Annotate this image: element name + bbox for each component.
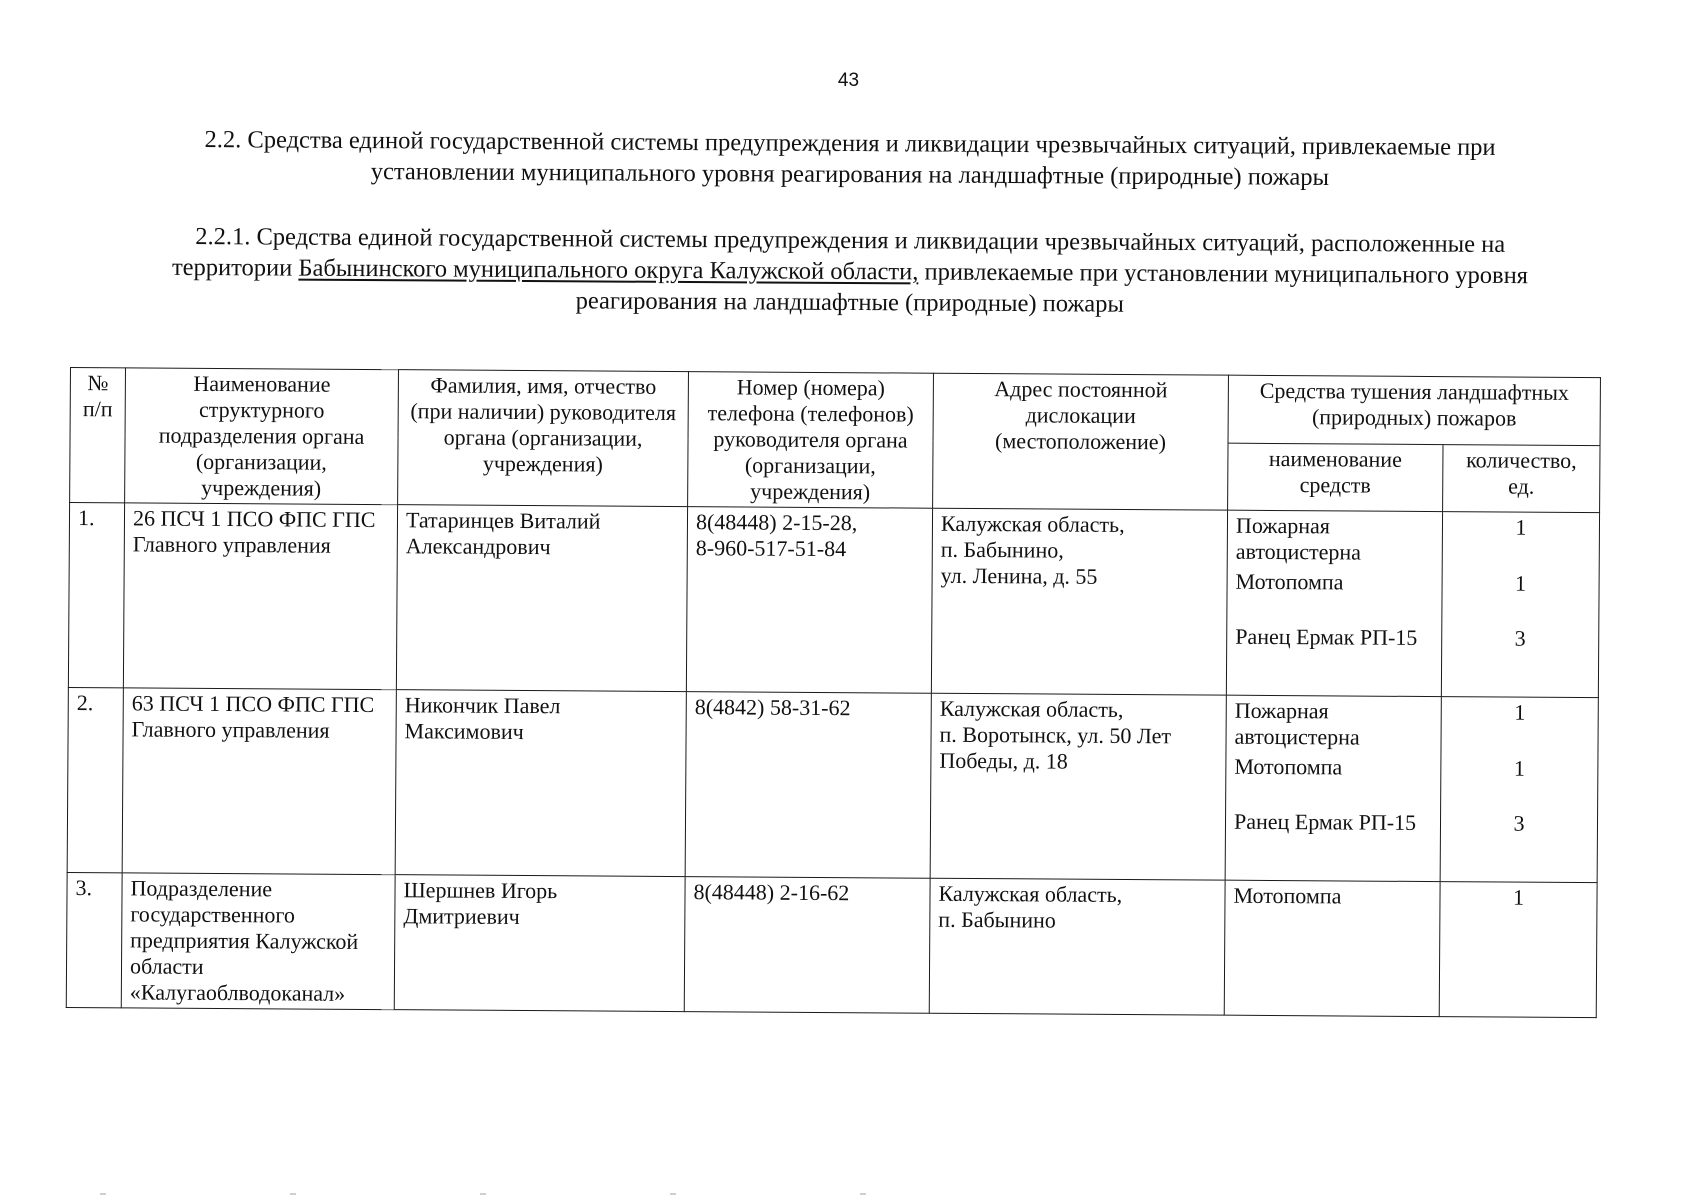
means-name: Мотопомпа [1234,753,1343,780]
means-qty: 1 [1515,570,1527,596]
subsection-heading-line-1: 2.2.1. Средства единой государственной системы предупреждения и ликвидации чрезвычайных ситуаций, расположенные на [195,222,1506,259]
row-means-qty [1440,697,1598,883]
resources-table [66,367,1601,1018]
header-means: Средства тушения ландшафтных (природных) пожаров [1228,375,1600,445]
row-means-names [1226,510,1442,696]
row-unit: 63 ПСЧ 1 ПСО ФПС ГПС Главного управления [122,688,396,875]
section-heading [110,123,1590,194]
means-name: Ранец Ермак РП-15 [1233,808,1417,835]
section-heading-line-2: установлении муниципального уровня реагирования на ландшафтные (природные) пожары [370,158,1330,191]
scan-artifact-line [100,1193,920,1195]
subsection-heading [110,220,1591,322]
header-address: Адрес постоянной дислокации (местоположение) [933,373,1229,510]
table-row [67,687,1598,882]
header-num: № п/п [70,368,126,503]
row-phone: 8(48448) 2-15-28, 8-960-517-51-84 [686,507,932,694]
means-qty: 1 [1513,755,1525,781]
row-means-names [1224,880,1440,1016]
page-number: 43 [837,70,860,91]
municipality-name: Бабынинского муниципального округа Калужской области, [298,254,919,286]
table-row [66,872,1597,1017]
row-means-names [1225,695,1441,881]
means-name: Мотопомпа [1233,882,1342,909]
row-num: 2. [67,687,123,872]
header-unit: Наименование структурного подразделения органа (организации, учреждения) [125,368,399,505]
row-means-qty [1441,512,1599,698]
row-head: Шершнев Игорь Дмитриевич [394,875,685,1012]
subsection-heading-prefix: территории [171,253,299,282]
row-num: 1. [68,503,124,688]
means-name: Пожарная автоцистерна [1235,512,1362,565]
means-qty: 3 [1513,810,1525,836]
row-unit: Подразделение государственного предприятия Калужской области «Калугаоблводоканал» [121,873,395,1010]
row-address: Калужская область, п. Бабынино, ул. Ленина, д. 55 [931,508,1227,695]
row-head: Татаринцев Виталий Александрович [396,505,687,692]
subsection-heading-line-3: реагирования на ландшафтные (природные) пожары [575,287,1125,318]
means-qty: 1 [1515,514,1527,540]
header-means-name: наименование средств [1228,443,1443,512]
section-heading-line-1: 2.2. Средства единой государственной системы предупреждения и ликвидации чрезвычайных ситуаций, привлекаемые при [204,126,1496,161]
row-address: Калужская область, п. Воротынск, ул. 50 Лет Победы, д. 18 [930,693,1226,880]
row-means-qty [1439,882,1597,1018]
means-name: Пожарная автоцистерна [1234,697,1360,750]
means-qty: 1 [1514,699,1526,725]
row-num: 3. [66,872,122,1007]
subsection-heading-suffix: привлекаемые при установлении муниципального уровня [918,258,1529,290]
row-unit: 26 ПСЧ 1 ПСО ФПС ГПС Главного управления [123,503,397,690]
row-address: Калужская область, п. Бабынино [929,878,1225,1015]
means-name: Ранец Ермак РП-15 [1235,623,1418,650]
header-head: Фамилия, имя, отчество (при наличии) руководителя органа (организации, учреждения) [398,370,689,507]
row-phone: 8(48448) 2-16-62 [684,877,930,1014]
table-row [68,503,1599,698]
header-means-qty: количество, ед. [1443,444,1600,513]
row-phone: 8(4842) 58-31-62 [685,692,931,879]
means-name: Мотопомпа [1235,568,1344,595]
header-phone: Номер (номера) телефона (телефонов) руководителя органа (организации, учреждения) [688,372,934,509]
row-head: Никончик Павел Максимович [395,690,686,877]
means-qty: 3 [1514,625,1526,651]
means-qty: 1 [1512,884,1525,910]
